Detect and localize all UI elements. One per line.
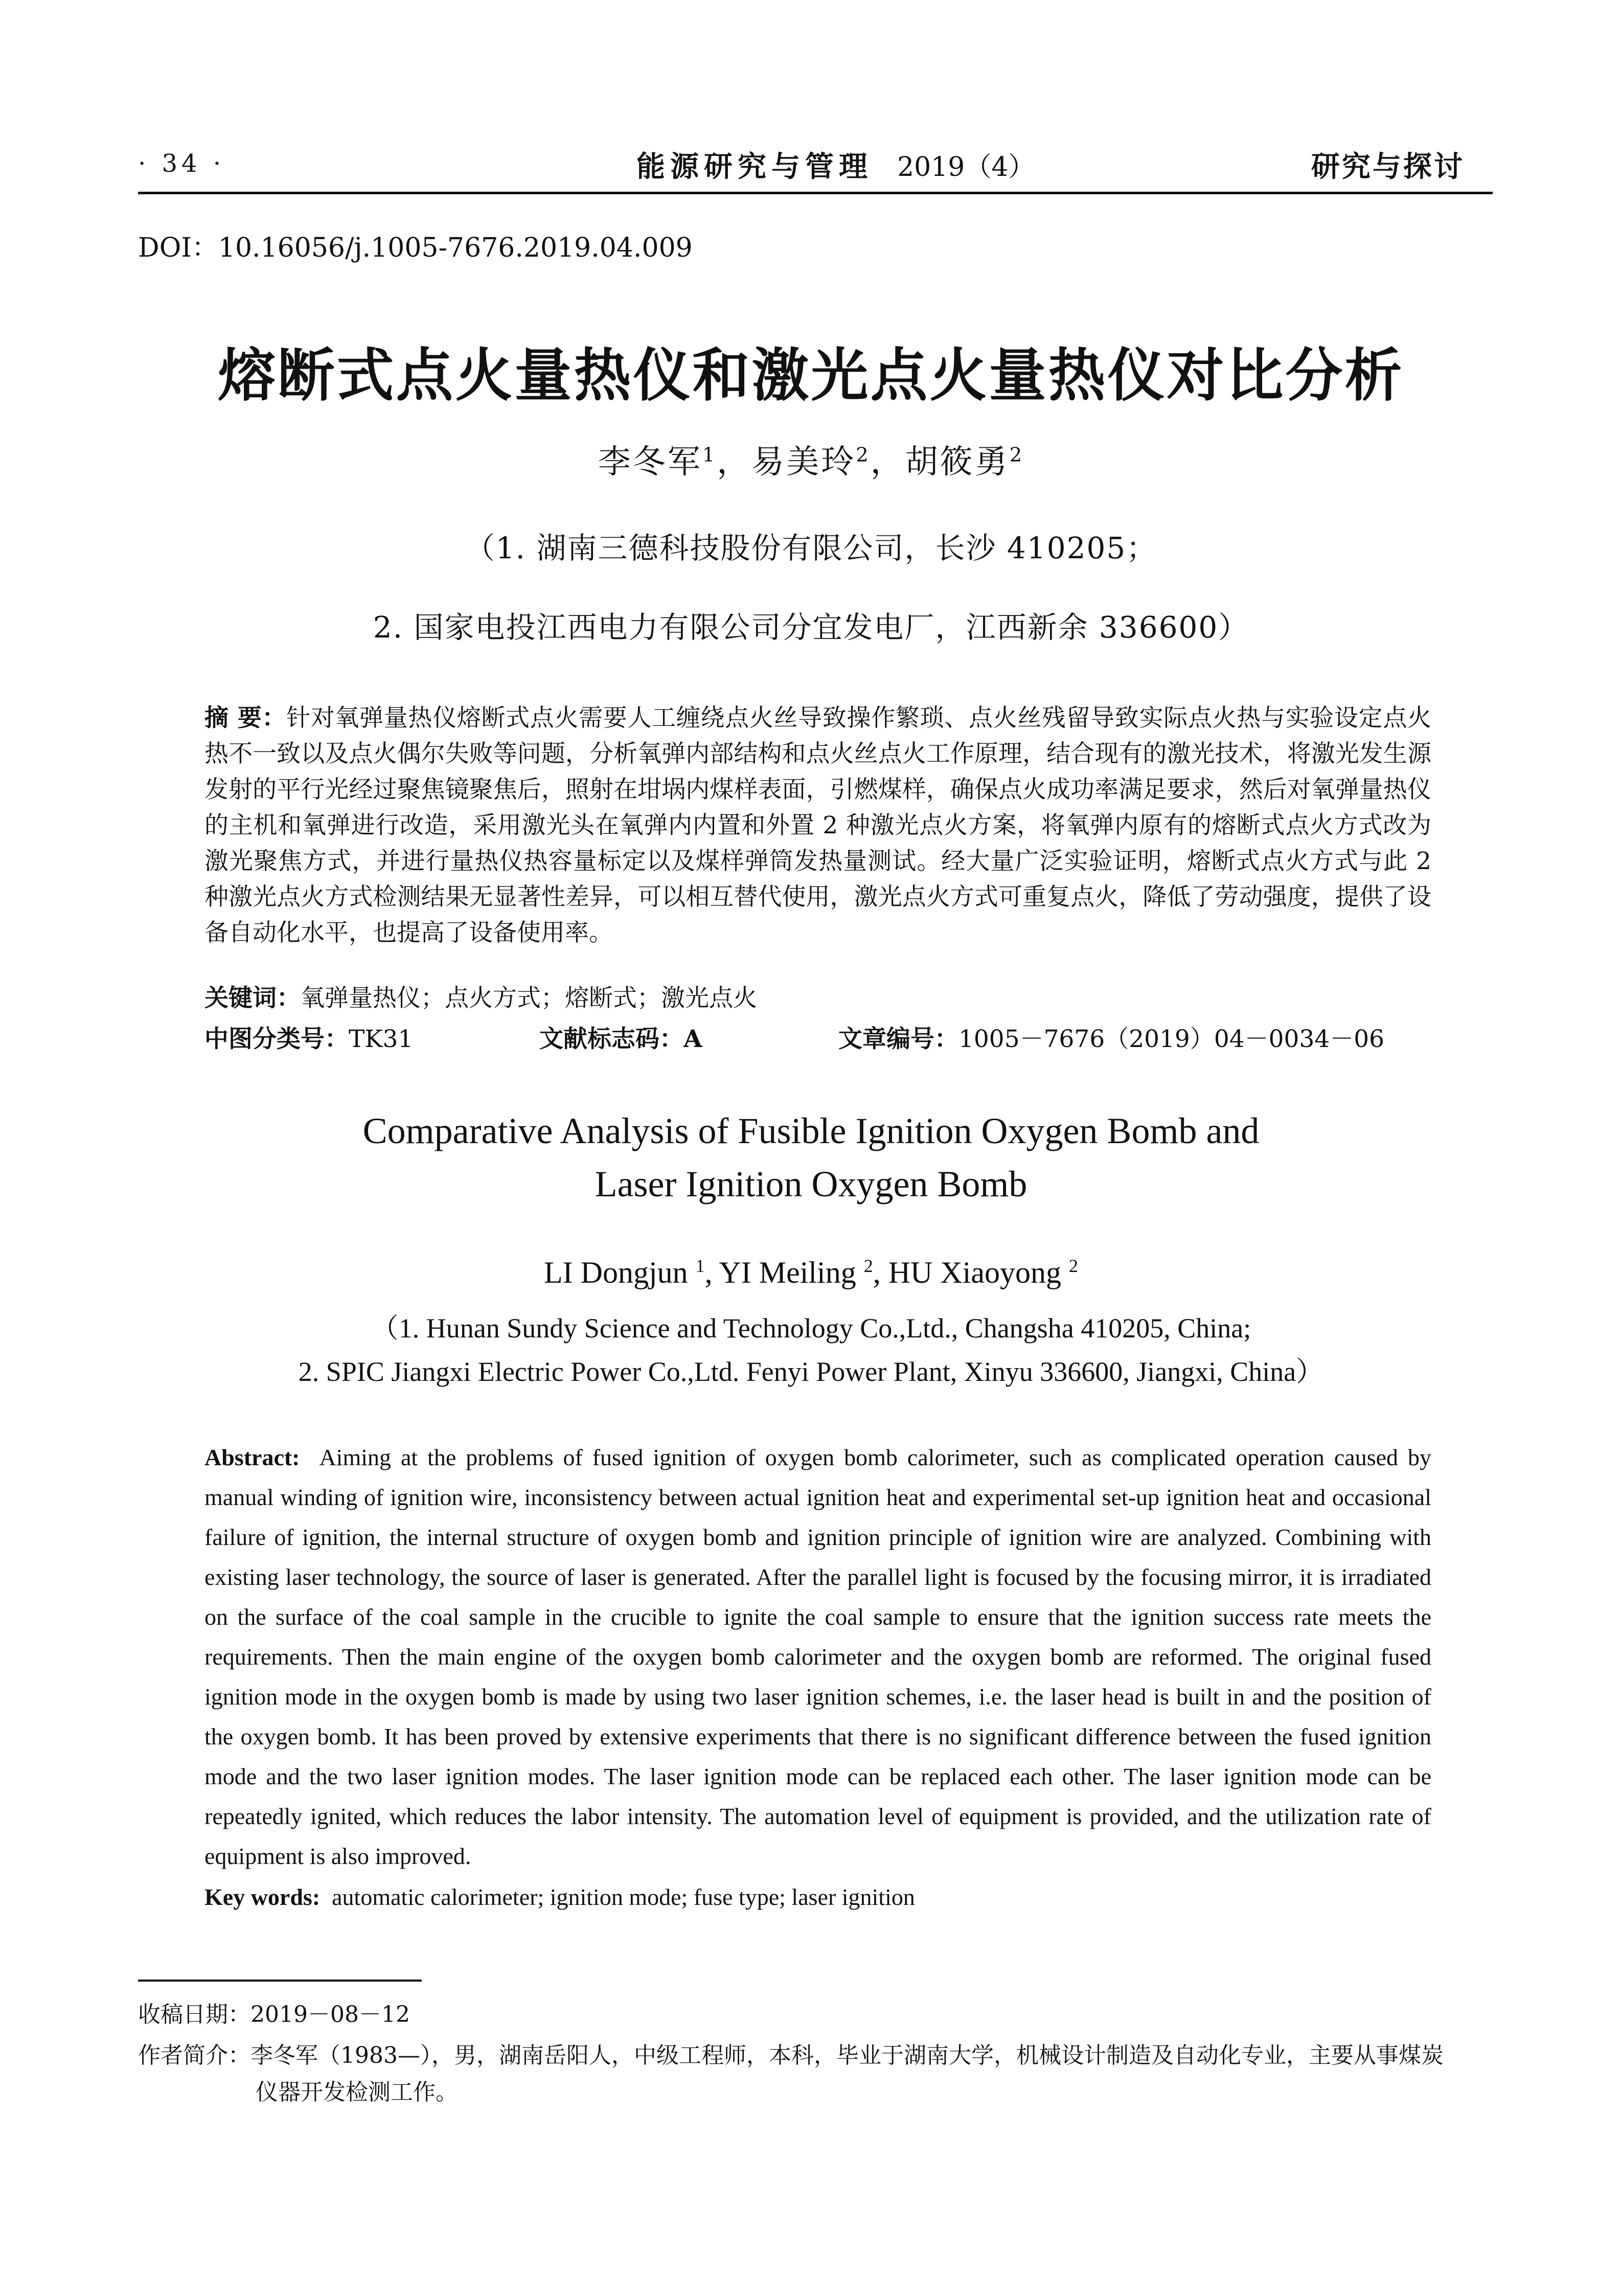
- clc-value: TK31: [349, 1025, 414, 1053]
- en-title-line-1: Comparative Analysis of Fusible Ignition Oxygen Bomb and: [362, 1110, 1260, 1151]
- en-author: HU Xiaoyong: [888, 1256, 1062, 1289]
- cn-author-list: [0, 436, 1622, 483]
- en-title-line-2: Laser Ignition Oxygen Bomb: [595, 1164, 1027, 1204]
- article-no-value: 1005－7676（2019）04－0034－06: [958, 1025, 1385, 1053]
- cn-author: 易美玲: [751, 443, 856, 481]
- header-rule: [138, 192, 1493, 194]
- cn-author-aff: 1: [702, 443, 717, 467]
- cn-keywords: [204, 981, 1431, 1016]
- received-date: 收稿日期：2019－08－12: [138, 2002, 410, 2028]
- en-abstract: [204, 1438, 1431, 1876]
- journal-name: 能源研究与管理: [636, 150, 873, 184]
- author-separator: ，: [717, 443, 752, 481]
- en-author-list: LI Dongjun $^1$, YI Meiling $^2$, HU Xiaoyong $^2$: [543, 1256, 1079, 1289]
- cn-affiliation-2: 2. 国家电投江西电力有限公司分宜发电厂，江西新余 336600）: [373, 610, 1249, 645]
- journal-issue: 2019（4）: [897, 152, 1035, 183]
- en-affiliation-2: 2. SPIC Jiangxi Electric Power Co.,Ltd. Fenyi Power Plant, Xinyu 336600, Jiangxi, China）: [298, 1356, 1324, 1387]
- author-bio-label: 作者简介：: [138, 2042, 250, 2068]
- en-keywords-label: Key words:: [204, 1884, 321, 1910]
- clc-label: 中图分类号：: [204, 1025, 349, 1053]
- page-number: · 34 ·: [138, 149, 225, 178]
- cn-abstract-label: 摘 要：: [204, 704, 287, 732]
- en-title: [0, 1104, 1622, 1211]
- author-separator: ，: [870, 443, 905, 481]
- author-bio: [138, 2037, 1493, 2111]
- footnote-rule: [138, 1980, 422, 1982]
- en-author-aff: 2: [863, 1256, 873, 1276]
- cn-author: 胡筱勇: [905, 443, 1010, 481]
- doi: DOI：10.16056/j.1005-7676.2019.04.009: [138, 233, 693, 263]
- cn-keywords-text: 氧弹量热仪；点火方式；熔断式；激光点火: [301, 984, 757, 1012]
- en-keywords-text: automatic calorimeter; ignition mode; fuse type; laser ignition: [332, 1884, 915, 1910]
- cn-author: 李冬军: [598, 443, 702, 481]
- cn-abstract-text: 针对氧弹量热仪熔断式点火需要人工缠绕点火丝导致操作繁琐、点火丝残留导致实际点火热与实验设定点火热不一致以及点火偶尔失败等问题，分析氧弹内部结构和点火丝点火工作原理，结合现有的激光技术，将激光发生源发射的平行光经过聚焦镜聚焦后，照射在坩埚内煤样表面，引燃煤样，确保点火成功率满足要求，然后对氧弹量热仪的主机和氧弹进行改造，采用激光头在氧弹内内置和外置 2 种激光点火方案，将氧弹内原有的熔断式点火方式改为激光聚焦方式，并进行量热仪热容量标定以及煤样弹筒发热量测试。经大量广泛实验证明，熔断式点火方式与此 2 种激光点火方式检测结果无显著性差异，可以相互替代使用，激光点火方式可重复点火，降低了劳动强度，提供了设备自动化水平，也提高了设备使用率。: [204, 704, 1431, 947]
- doc-code-group: [539, 1020, 702, 1054]
- cn-author-aff: 2: [856, 443, 871, 467]
- doc-code-label: 文献标志码：: [539, 1025, 683, 1053]
- en-author: YI Meiling: [719, 1256, 856, 1289]
- en-affiliation-1: （1. Hunan Sundy Science and Technology Co.,Ltd., Changsha 410205, China;: [371, 1313, 1251, 1344]
- en-abstract-text: Aiming at the problems of fused ignition of oxygen bomb calorimeter, such as complicated operation caused by manual winding of ignition wire, inconsistency between actual ignition heat and experimental set-up ignition heat and occasional failure of ignition, the internal structure of oxygen bomb and ignition principle of ignition wire are analyzed. Combining with existing laser technology, the source of laser is generated. After the parallel light is focused by the focusing mirror, it is irradiated on the surface of the coal sample in the crucible to ignite the coal sample to ensure that the ignition success rate meets the requirements. Then the main engine of the oxygen bomb calorimeter and the oxygen bomb are reformed. The original fused ignition mode in the oxygen bomb is made by using two laser ignition schemes, i.e. the laser head is built in and the position of the oxygen bomb. It has been proved by extensive experiments that there is no significant difference between the fused ignition mode and the two laser ignition modes. The laser ignition mode can be replaced each other. The laser ignition mode can be repeatedly ignited, which reduces the labor intensity. The automation level of equipment is provided, and the utilization rate of equipment is also improved.: [204, 1444, 1432, 1869]
- cn-abstract: [204, 700, 1431, 951]
- article-no-label: 文章编号：: [838, 1025, 958, 1053]
- en-author: LI Dongjun: [543, 1256, 688, 1289]
- cn-affiliation-1: （1. 湖南三德科技股份有限公司，长沙 410205；: [465, 531, 1157, 565]
- cn-keywords-label: 关键词：: [204, 984, 301, 1012]
- en-author-aff: 1: [695, 1256, 705, 1276]
- article-no-group: [838, 1020, 1384, 1054]
- author-bio-line-1: 李冬军（1983—），男，湖南岳阳人，中级工程师，本科，毕业于湖南大学，机械设计制造及自动化专业，主要从事煤炭: [250, 2042, 1444, 2068]
- doc-code-value: A: [683, 1025, 702, 1053]
- clc-group: [204, 1020, 413, 1054]
- author-bio-line-2: 仪器开发检测工作。: [256, 2079, 458, 2105]
- en-keywords: [204, 1877, 1431, 1917]
- cn-title: 熔断式点火量热仪和激光点火量热仪对比分析: [218, 342, 1404, 409]
- en-author-aff: 2: [1069, 1256, 1079, 1276]
- cn-author-aff: 2: [1009, 443, 1024, 467]
- section-name: 研究与探讨: [1311, 150, 1465, 184]
- en-abstract-label: Abstract:: [204, 1444, 300, 1470]
